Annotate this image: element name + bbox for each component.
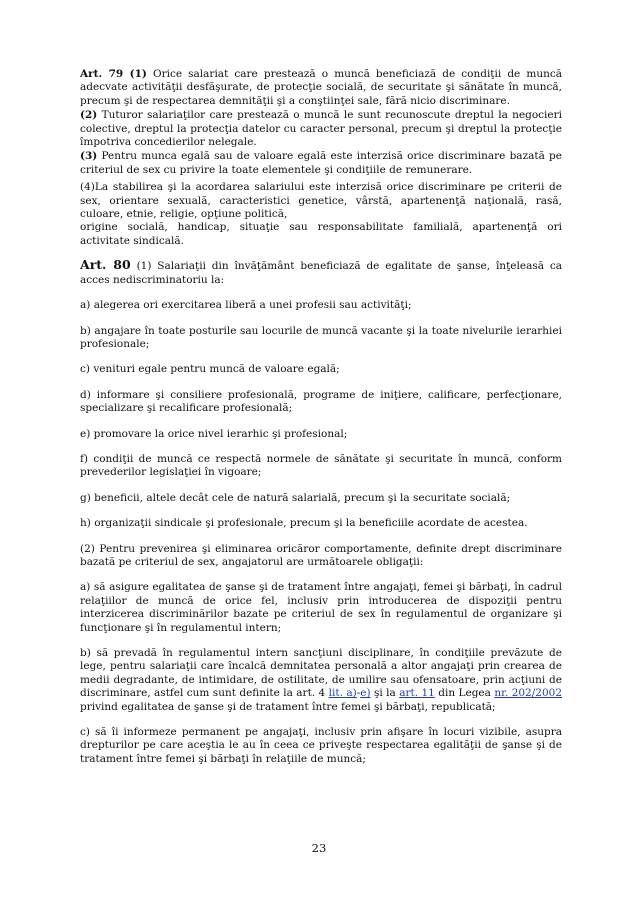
art79-heading: Art. 79 (1) — [80, 68, 147, 80]
art79-p2-label: (2) — [80, 109, 98, 122]
link-lit-e[interactable]: e) — [360, 687, 371, 700]
obligation-b-dash: - — [356, 687, 361, 700]
art80-paragraph-2: (2) Pentru prevenirea şi eliminarea oricăror comportamente, definite drept discriminare bazată pe criteriul de sex, angajatorul are următoarele obligaţii: — [80, 542, 562, 568]
art80-item-b: b) angajare în toate posturile sau locurile de muncă vacante şi la toate nivelurile ierarhiei profesionale; — [80, 324, 562, 350]
art79-p3-label: (3) — [80, 150, 98, 163]
art79-paragraph-3 — [80, 150, 562, 177]
art80-item-a: a) alegerea ori exercitarea liberă a unei profesii sau activităţi; — [80, 299, 412, 312]
art80-heading: Art. 80 — [80, 257, 131, 273]
art80-item-c: c) venituri egale pentru muncă de valoare egală; — [80, 363, 340, 376]
obligation-b-text-4: privind egalitatea de şanse şi de tratament între femei şi bărbaţi, republicată; — [80, 700, 496, 713]
obligation-b-text-3: din Legea — [438, 687, 491, 700]
art80-item-f: f) condiţii de muncă ce respectă normele de sănătate şi securitate în muncă, conform prevederilor legislaţiei în vigoare; — [80, 452, 562, 479]
art79-p1-text: Orice salariat care prestează o muncă beneficiază de condiţii de muncă adecvate activităţii desfăşurate, de protecţie socială, de securitate şi sănătate în muncă, precum şi de respectarea demnităţii şi a conştiinţei sale, fără nicio discriminare. — [80, 68, 562, 107]
art79-p2-text: Tuturor salariaţilor care prestează o muncă le sunt recunoscute dreptul la negocieri colective, dreptul la protecţia datelor cu caracter personal, precum şi dreptul la protecţie împotriva concedierilor nelegale. — [80, 109, 562, 149]
art79-p4b-text: origine socială, handicap, situaţie sau responsabilitate familială, apartenenţă ori activitate sindicală. — [80, 221, 562, 247]
link-lit-a[interactable]: lit. a) — [328, 687, 357, 700]
document-body — [80, 68, 562, 778]
link-art-11[interactable]: art. 11 — [399, 687, 435, 700]
art80-item-d: d) informare şi consiliere profesională, programe de iniţiere, calificare, perfecţionare, specializare şi recalificare profesională; — [80, 388, 562, 415]
page-number: 23 — [311, 841, 327, 855]
obligation-b-text-1: b) să prevadă în regulamentul intern sancţiuni disciplinare, în condiţiile prevăzute de lege, pentru salariaţii care încalcă demnitatea personală a altor angajaţi prin crearea de medii degradante, de intimidare, de ostilitate, de umilire sau ofensatoare, prin acţiuni de discriminare, astfel cum sunt definite la art. 4 — [80, 647, 562, 700]
art80-obligation-c: c) să îi informeze permanent pe angajaţi, inclusiv prin afişare în locuri vizibile, asupra drepturilor pe care aceştia le au în ceea ce priveşte respectarea egalităţii de şanse şi de tratament între femei şi bărbaţi în relaţiile de muncă; — [80, 726, 562, 765]
art80-item-e: e) promovare la orice nivel ierarhic şi profesional; — [80, 427, 348, 440]
art79-paragraph-4 — [80, 181, 562, 248]
art79-paragraph-2 — [80, 109, 562, 149]
art80-intro-text: (1) Salariaţii din învăţământ beneficiază de egalitate de şanse, înţeleasă ca acces nediscriminatoriu la: — [80, 260, 562, 286]
art80-obligation-a: a) să asigure egalitatea de şanse şi de tratament între angajaţi, femei şi bărbaţi, în cadrul relaţiilor de muncă de orice fel, inclusiv prin introducerea de dispoziţii pentru interzicerea discriminărilor bazate pe criteriul de sex în regulamentul de organizare şi funcţionare şi în regulamentul intern; — [80, 581, 562, 634]
art79-p3-text: Pentru munca egală sau de valoare egală este interzisă orice discriminare bazată pe criteriul de sex cu privire la toate elementele şi condiţiile de remunerare. — [80, 150, 562, 176]
obligation-b-text-2: şi la — [374, 687, 396, 700]
art80-obligation-b — [80, 647, 562, 714]
link-law-202-2002[interactable]: nr. 202/2002 — [494, 687, 562, 700]
art79-p4-text: (4)La stabilirea şi la acordarea salariului este interzisă orice discriminare pe criterii de sex, orientare sexuală, caracteristici genetice, vârstă, apartenenţă naţională, rasă, culoare, etnie, religie, opţiune politică, — [80, 181, 562, 221]
art80-item-h: h) organizaţii sindicale şi profesionale, precum şi la beneficiile acordate de acestea. — [80, 517, 528, 530]
art79-paragraph-1 — [80, 68, 562, 108]
art80-item-g: g) beneficii, altele decât cele de natură salarială, precum şi la securitate socială; — [80, 491, 511, 504]
art80-intro — [80, 258, 562, 287]
